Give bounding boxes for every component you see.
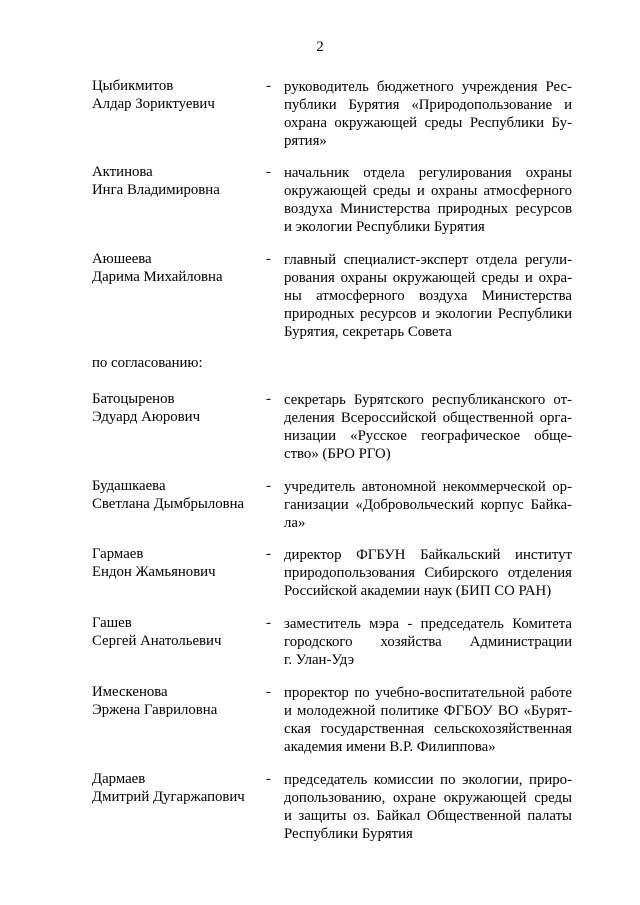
position-line: г. Улан-Удэ: [284, 652, 355, 668]
position-line: рятия»: [284, 133, 327, 149]
member-given-name: Сергей Анатольевич: [92, 632, 222, 649]
position-line: воздуха Министерства природных ресурсов: [284, 201, 572, 217]
position-line: деления Всероссийской общественной орга-: [284, 410, 572, 426]
member-surname: Аюшеева: [92, 251, 152, 267]
member-position: [284, 478, 572, 532]
member-name: [92, 78, 262, 113]
position-line: ганизации «Добровольческий корпус Байка-: [284, 497, 572, 513]
member-given-name: Светлана Дымбрыловна: [92, 495, 245, 512]
member-surname: Батоцыренов: [92, 391, 175, 407]
member-given-name: Дарима Михайловна: [92, 268, 223, 285]
position-line: охрана окружающей среды Республики Бу-: [284, 115, 572, 131]
member-name: [92, 684, 262, 719]
position-line: и защиты оз. Байкал Общественной палаты: [284, 808, 572, 824]
position-line: рования охраны окружающей среды и охра-: [284, 270, 572, 286]
section-label-agreement: по согласованию:: [92, 355, 203, 371]
member-given-name: Дмитрий Дугаржапович: [92, 788, 245, 805]
position-line: ны атмосферного воздуха Министерства: [284, 288, 572, 304]
position-line: директор ФГБУН Байкальский институт: [284, 547, 572, 563]
member-position: [284, 684, 572, 756]
position-line: допользованию, охране окружающей среды: [284, 790, 572, 806]
position-line: публики Бурятия «Природопользование и: [284, 97, 572, 113]
position-line: окружающей среды и охраны атмосферного: [284, 183, 572, 199]
member-given-name: Эдуард Аюрович: [92, 408, 201, 425]
position-line: академия имени В.Р. Филиппова»: [284, 739, 496, 755]
member-surname: Гармаев: [92, 546, 144, 562]
dash-separator: -: [266, 478, 271, 494]
dash-separator: -: [266, 771, 271, 787]
member-given-name: Ендон Жамьянович: [92, 563, 216, 580]
position-line: проректор по учебно-воспитательной работе: [284, 685, 572, 701]
member-surname: Актинова: [92, 164, 153, 180]
member-name: [92, 251, 262, 286]
position-line: ство» (БРО РГО): [284, 446, 391, 462]
member-surname: Будашкаева: [92, 478, 166, 494]
member-name: [92, 771, 262, 806]
position-line: Бурятия, секретарь Совета: [284, 324, 452, 340]
position-line: Российской академии наук (БИП СО РАН): [284, 583, 552, 599]
member-position: [284, 78, 572, 150]
member-given-name: Инга Владимировна: [92, 181, 220, 198]
position-line: учредитель автономной некоммерческой ор-: [284, 479, 572, 495]
position-line: и молодежной политике ФГБОУ ВО «Бурят-: [284, 703, 572, 719]
position-line: природопользования Сибирского отделения: [284, 565, 572, 581]
member-position: [284, 251, 572, 341]
page-number: 2: [316, 39, 324, 55]
position-line: и экологии Республики Бурятия: [284, 219, 485, 235]
member-name: [92, 391, 262, 426]
position-line: председатель комиссии по экологии, приро-: [284, 772, 572, 788]
member-given-name: Эржена Гавриловна: [92, 701, 218, 718]
member-name: [92, 164, 262, 199]
position-line: главный специалист-эксперт отдела регули-: [284, 252, 572, 268]
position-line: Республики Бурятия: [284, 826, 413, 842]
member-name: [92, 478, 262, 513]
member-position: [284, 391, 572, 463]
position-line: ская государственная сельскохозяйственная: [284, 721, 572, 737]
position-line: городского хозяйства Администрации: [284, 634, 572, 650]
position-line: ла»: [284, 515, 306, 531]
dash-separator: -: [266, 615, 271, 631]
member-position: [284, 164, 572, 236]
member-position: [284, 771, 572, 843]
position-line: природных ресурсов и экологии Республики: [284, 306, 572, 322]
member-given-name: Алдар Зориктуевич: [92, 95, 215, 112]
position-line: руководитель бюджетного учреждения Рес-: [284, 79, 572, 95]
member-surname: Дармаев: [92, 771, 146, 787]
dash-separator: -: [266, 546, 271, 562]
member-position: [284, 546, 572, 600]
member-surname: Имескенова: [92, 684, 168, 700]
dash-separator: -: [266, 164, 271, 180]
dash-separator: -: [266, 78, 271, 94]
position-line: низации «Русское географическое обще-: [284, 428, 572, 444]
member-surname: Гашев: [92, 615, 132, 631]
position-line: секретарь Бурятского республиканского от-: [284, 392, 572, 408]
member-name: [92, 546, 262, 581]
dash-separator: -: [266, 251, 271, 267]
position-line: начальник отдела регулирования охраны: [284, 165, 572, 181]
member-position: [284, 615, 572, 669]
member-surname: Цыбикмитов: [92, 78, 174, 94]
position-line: заместитель мэра - председатель Комитета: [284, 616, 572, 632]
dash-separator: -: [266, 684, 271, 700]
member-name: [92, 615, 262, 650]
dash-separator: -: [266, 391, 271, 407]
